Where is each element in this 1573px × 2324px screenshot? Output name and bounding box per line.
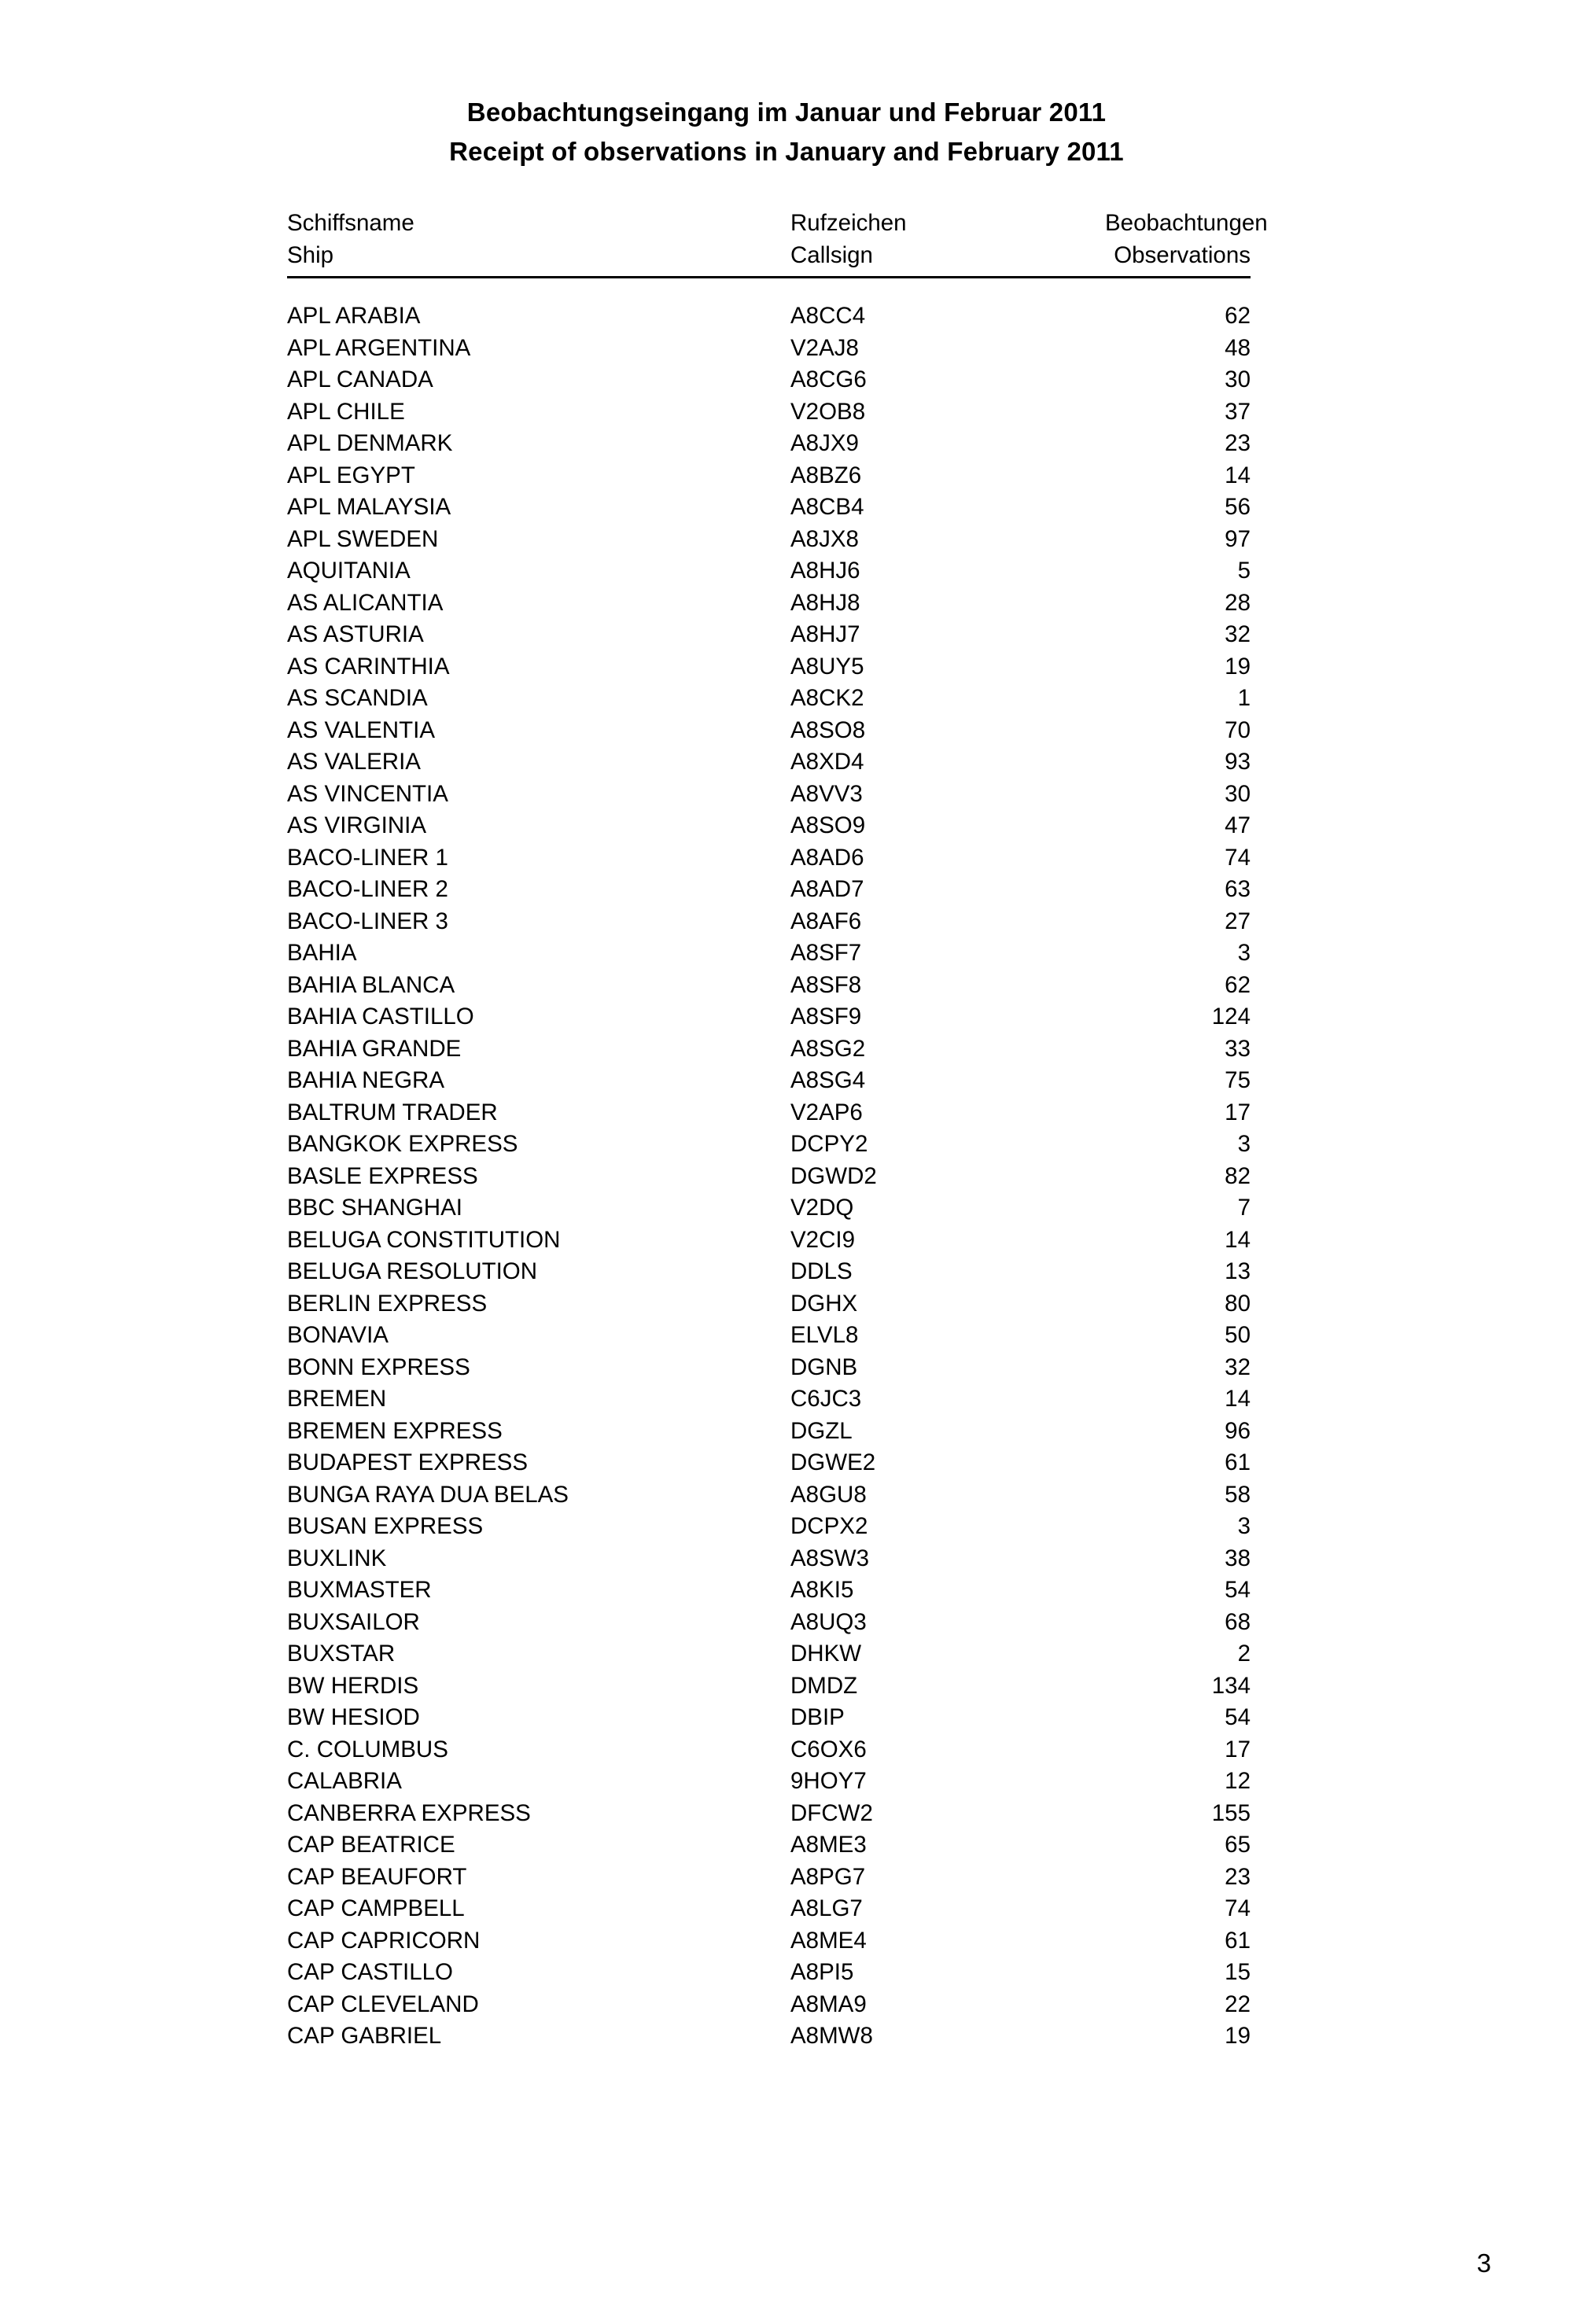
column-header-observations-en: Observations bbox=[1114, 241, 1251, 268]
cell-ship: APL SWEDEN bbox=[287, 525, 439, 552]
cell-callsign: A8MW8 bbox=[790, 2023, 873, 2049]
column-header-observations-de: Beobachtungen bbox=[1105, 210, 1268, 236]
cell-observations: 12 bbox=[1225, 1768, 1251, 1794]
table-row bbox=[287, 1862, 1251, 1894]
cell-ship: BW HESIOD bbox=[287, 1704, 420, 1730]
table-row bbox=[287, 1670, 1251, 1703]
table-row bbox=[287, 396, 1251, 429]
cell-callsign: DBIP bbox=[790, 1704, 845, 1730]
table-row bbox=[287, 1702, 1251, 1734]
cell-ship: BUDAPEST EXPRESS bbox=[287, 1449, 529, 1475]
cell-callsign: A8HJ6 bbox=[790, 558, 860, 584]
table-row bbox=[287, 1543, 1251, 1575]
table-row bbox=[287, 1957, 1251, 1989]
cell-observations: 2 bbox=[1237, 1641, 1251, 1667]
column-header-callsign-en: Callsign bbox=[790, 241, 873, 268]
cell-callsign: DMDZ bbox=[790, 1672, 858, 1699]
cell-callsign: A8HJ8 bbox=[790, 589, 860, 616]
cell-callsign: DHKW bbox=[790, 1641, 862, 1667]
table-row bbox=[287, 428, 1251, 460]
cell-callsign: A8AF6 bbox=[790, 908, 862, 934]
cell-observations: 124 bbox=[1211, 1004, 1251, 1029]
cell-callsign: DCPY2 bbox=[790, 1131, 868, 1157]
cell-observations: 14 bbox=[1225, 462, 1251, 488]
table-row bbox=[287, 1352, 1251, 1384]
cell-callsign: C6JC3 bbox=[790, 1386, 862, 1412]
cell-callsign: A8CK2 bbox=[790, 685, 864, 711]
table-row bbox=[287, 651, 1251, 683]
cell-ship: BAHIA bbox=[287, 940, 357, 966]
cell-observations: 74 bbox=[1225, 1895, 1251, 1921]
table-row bbox=[287, 842, 1251, 875]
cell-observations: 3 bbox=[1237, 1131, 1251, 1157]
cell-observations: 32 bbox=[1225, 621, 1251, 647]
cell-observations: 30 bbox=[1225, 366, 1251, 392]
cell-ship: CAP CAPRICORN bbox=[287, 1927, 481, 1954]
cell-ship: BELUGA RESOLUTION bbox=[287, 1258, 538, 1284]
table-row bbox=[287, 555, 1251, 587]
cell-ship: CAP CASTILLO bbox=[287, 1959, 453, 1985]
table-row bbox=[287, 1033, 1251, 1066]
cell-callsign: V2AP6 bbox=[790, 1099, 863, 1125]
cell-observations: 65 bbox=[1225, 1832, 1251, 1858]
table-row bbox=[287, 1575, 1251, 1607]
table-row bbox=[287, 1829, 1251, 1862]
cell-observations: 22 bbox=[1225, 1991, 1251, 2017]
cell-ship: CAP GABRIEL bbox=[287, 2023, 442, 2049]
table-row bbox=[287, 524, 1251, 556]
cell-ship: BONAVIA bbox=[287, 1322, 389, 1348]
cell-observations: 37 bbox=[1225, 398, 1251, 425]
cell-callsign: DGZL bbox=[790, 1417, 853, 1444]
cell-observations: 54 bbox=[1225, 1577, 1251, 1603]
cell-observations: 7 bbox=[1237, 1195, 1251, 1221]
cell-ship: APL ARGENTINA bbox=[287, 334, 471, 361]
cell-callsign: A8BZ6 bbox=[790, 462, 862, 488]
cell-observations: 23 bbox=[1225, 1863, 1251, 1890]
document-page bbox=[0, 93, 1573, 2324]
column-header-callsign-de: Rufzeichen bbox=[790, 210, 907, 236]
table-row bbox=[287, 1129, 1251, 1161]
cell-callsign: A8ME3 bbox=[790, 1832, 867, 1858]
cell-observations: 17 bbox=[1225, 1099, 1251, 1125]
cell-callsign: A8CB4 bbox=[790, 494, 864, 520]
cell-ship: AS ALICANTIA bbox=[287, 589, 444, 616]
cell-observations: 96 bbox=[1225, 1417, 1251, 1444]
cell-callsign: A8GU8 bbox=[790, 1481, 867, 1508]
table-row bbox=[287, 333, 1251, 365]
cell-callsign: A8CC4 bbox=[790, 303, 866, 329]
cell-callsign: A8UY5 bbox=[790, 653, 864, 680]
cell-ship: BREMEN EXPRESS bbox=[287, 1417, 503, 1444]
table-row bbox=[287, 1607, 1251, 1639]
cell-ship: C. COLUMBUS bbox=[287, 1736, 448, 1762]
cell-callsign: A8SF8 bbox=[790, 971, 862, 998]
cell-callsign: 9HOY7 bbox=[790, 1768, 867, 1794]
cell-observations: 32 bbox=[1225, 1354, 1251, 1380]
cell-ship: AS VINCENTIA bbox=[287, 780, 448, 807]
cell-observations: 17 bbox=[1225, 1736, 1251, 1762]
cell-callsign: A8JX9 bbox=[790, 430, 859, 456]
cell-ship: BASLE EXPRESS bbox=[287, 1162, 478, 1189]
table-row bbox=[287, 1479, 1251, 1512]
cell-ship: CANBERRA EXPRESS bbox=[287, 1799, 531, 1826]
cell-callsign: A8MA9 bbox=[790, 1991, 867, 2017]
cell-callsign: V2CI9 bbox=[790, 1226, 855, 1253]
table-row bbox=[287, 1383, 1251, 1416]
cell-ship: BALTRUM TRADER bbox=[287, 1099, 498, 1125]
cell-observations: 23 bbox=[1225, 430, 1251, 456]
cell-observations: 80 bbox=[1225, 1290, 1251, 1317]
cell-callsign: V2DQ bbox=[790, 1195, 854, 1221]
table-row bbox=[287, 1001, 1251, 1033]
table-row bbox=[287, 810, 1251, 842]
table-row bbox=[287, 2020, 1251, 2053]
cell-callsign: DGHX bbox=[790, 1290, 858, 1317]
cell-callsign: A8SO8 bbox=[790, 716, 866, 743]
cell-callsign: A8PI5 bbox=[790, 1959, 854, 1985]
cell-ship: AS VALERIA bbox=[287, 749, 421, 775]
table-row bbox=[287, 364, 1251, 396]
table-row bbox=[287, 779, 1251, 811]
cell-callsign: A8SW3 bbox=[790, 1545, 870, 1571]
table-row bbox=[287, 746, 1251, 779]
cell-ship: APL EGYPT bbox=[287, 462, 415, 488]
table-row bbox=[287, 1638, 1251, 1670]
cell-observations: 56 bbox=[1225, 494, 1251, 520]
cell-callsign: V2OB8 bbox=[790, 398, 866, 425]
table-row bbox=[287, 587, 1251, 620]
cell-ship: AS ASTURIA bbox=[287, 621, 424, 647]
table-row bbox=[287, 1447, 1251, 1479]
cell-callsign: A8HJ7 bbox=[790, 621, 860, 647]
table-row bbox=[287, 1925, 1251, 1958]
cell-ship: CAP BEATRICE bbox=[287, 1832, 455, 1858]
observations-table-body bbox=[287, 300, 1251, 2053]
table-row bbox=[287, 1065, 1251, 1097]
cell-observations: 48 bbox=[1225, 334, 1251, 361]
cell-observations: 82 bbox=[1225, 1162, 1251, 1189]
cell-callsign: A8PG7 bbox=[790, 1863, 866, 1890]
cell-ship: BBC SHANGHAI bbox=[287, 1195, 462, 1221]
cell-observations: 61 bbox=[1225, 1927, 1251, 1954]
cell-observations: 97 bbox=[1225, 525, 1251, 552]
cell-callsign: A8SO9 bbox=[790, 812, 866, 838]
cell-callsign: A8SG2 bbox=[790, 1035, 866, 1062]
table-row bbox=[287, 1766, 1251, 1798]
cell-callsign: A8KI5 bbox=[790, 1577, 854, 1603]
cell-observations: 54 bbox=[1225, 1704, 1251, 1730]
cell-ship: CAP BEAUFORT bbox=[287, 1863, 467, 1890]
cell-ship: BUXSTAR bbox=[287, 1641, 396, 1667]
cell-ship: BUXLINK bbox=[287, 1545, 387, 1571]
table-header-row-german bbox=[287, 208, 1251, 240]
cell-ship: APL CANADA bbox=[287, 366, 433, 392]
table-row bbox=[287, 492, 1251, 524]
cell-observations: 33 bbox=[1225, 1035, 1251, 1062]
table-row bbox=[287, 1225, 1251, 1257]
cell-observations: 62 bbox=[1225, 303, 1251, 329]
cell-observations: 58 bbox=[1225, 1481, 1251, 1508]
cell-callsign: A8LG7 bbox=[790, 1895, 863, 1921]
cell-ship: CALABRIA bbox=[287, 1768, 402, 1794]
cell-ship: BW HERDIS bbox=[287, 1672, 419, 1699]
table-row bbox=[287, 1416, 1251, 1448]
cell-observations: 19 bbox=[1225, 2023, 1251, 2049]
cell-ship: BACO-LINER 3 bbox=[287, 908, 448, 934]
table-row bbox=[287, 619, 1251, 651]
cell-callsign: A8AD7 bbox=[790, 876, 864, 902]
title-english: Receipt of observations in January and February 2011 bbox=[449, 137, 1124, 166]
table-row bbox=[287, 970, 1251, 1002]
cell-callsign: DGWE2 bbox=[790, 1449, 876, 1475]
cell-observations: 14 bbox=[1225, 1226, 1251, 1253]
cell-observations: 155 bbox=[1211, 1799, 1251, 1826]
cell-callsign: A8XD4 bbox=[790, 749, 864, 775]
page-number: 3 bbox=[1476, 2248, 1491, 2278]
cell-callsign: DGNB bbox=[790, 1354, 858, 1380]
cell-ship: AS VALENTIA bbox=[287, 716, 435, 743]
cell-callsign: DGWD2 bbox=[790, 1162, 877, 1189]
cell-ship: BAHIA NEGRA bbox=[287, 1067, 445, 1093]
cell-ship: BREMEN bbox=[287, 1386, 387, 1412]
cell-ship: BAHIA CASTILLO bbox=[287, 1004, 474, 1029]
cell-ship: CAP CLEVELAND bbox=[287, 1991, 479, 2017]
table-row bbox=[287, 1798, 1251, 1830]
cell-observations: 62 bbox=[1225, 971, 1251, 998]
cell-ship: BUXMASTER bbox=[287, 1577, 432, 1603]
cell-ship: AQUITANIA bbox=[287, 558, 411, 584]
table-row bbox=[287, 1097, 1251, 1129]
cell-observations: 74 bbox=[1225, 844, 1251, 871]
cell-callsign: A8VV3 bbox=[790, 780, 863, 807]
cell-observations: 38 bbox=[1225, 1545, 1251, 1571]
table-row bbox=[287, 1192, 1251, 1225]
table-row bbox=[287, 683, 1251, 715]
cell-ship: CAP CAMPBELL bbox=[287, 1895, 465, 1921]
cell-observations: 93 bbox=[1225, 749, 1251, 775]
cell-observations: 61 bbox=[1225, 1449, 1251, 1475]
cell-ship: APL ARABIA bbox=[287, 303, 421, 329]
cell-ship: BUSAN EXPRESS bbox=[287, 1513, 484, 1539]
cell-observations: 134 bbox=[1211, 1672, 1251, 1699]
cell-observations: 3 bbox=[1237, 940, 1251, 966]
cell-callsign: A8ME4 bbox=[790, 1927, 867, 1954]
table-row bbox=[287, 937, 1251, 970]
cell-callsign: A8AD6 bbox=[790, 844, 864, 871]
cell-ship: APL MALAYSIA bbox=[287, 494, 451, 520]
cell-ship: AS CARINTHIA bbox=[287, 653, 450, 680]
cell-ship: AS VIRGINIA bbox=[287, 812, 427, 838]
cell-ship: BUXSAILOR bbox=[287, 1608, 420, 1635]
cell-observations: 75 bbox=[1225, 1067, 1251, 1093]
table-row bbox=[287, 1893, 1251, 1925]
cell-observations: 1 bbox=[1237, 685, 1251, 711]
table-header-row-english bbox=[287, 240, 1251, 277]
table-row bbox=[287, 1288, 1251, 1320]
cell-callsign: V2AJ8 bbox=[790, 334, 859, 361]
cell-callsign: DCPX2 bbox=[790, 1513, 868, 1539]
table-row bbox=[287, 715, 1251, 747]
cell-observations: 5 bbox=[1237, 558, 1251, 584]
table-row bbox=[287, 906, 1251, 938]
cell-callsign: A8SG4 bbox=[790, 1067, 866, 1093]
cell-callsign: A8SF7 bbox=[790, 940, 862, 966]
cell-ship: BAHIA BLANCA bbox=[287, 971, 455, 998]
table-row bbox=[287, 460, 1251, 492]
cell-callsign: A8CG6 bbox=[790, 366, 867, 392]
cell-callsign: A8JX8 bbox=[790, 525, 859, 552]
cell-callsign: C6OX6 bbox=[790, 1736, 867, 1762]
cell-observations: 3 bbox=[1237, 1513, 1251, 1539]
cell-callsign: DDLS bbox=[790, 1258, 853, 1284]
cell-observations: 19 bbox=[1225, 653, 1251, 680]
table-row bbox=[287, 1256, 1251, 1288]
column-header-ship-de: Schiffsname bbox=[287, 210, 414, 236]
cell-ship: BUNGA RAYA DUA BELAS bbox=[287, 1481, 569, 1508]
cell-callsign: ELVL8 bbox=[790, 1322, 859, 1348]
cell-ship: APL DENMARK bbox=[287, 430, 453, 456]
cell-ship: BAHIA GRANDE bbox=[287, 1035, 462, 1062]
cell-observations: 68 bbox=[1225, 1608, 1251, 1635]
cell-observations: 14 bbox=[1225, 1386, 1251, 1412]
cell-observations: 30 bbox=[1225, 780, 1251, 807]
cell-ship: BELUGA CONSTITUTION bbox=[287, 1226, 561, 1253]
table-row bbox=[287, 1734, 1251, 1766]
title-german: Beobachtungseingang im Januar und Februar 2011 bbox=[466, 98, 1107, 127]
cell-ship: APL CHILE bbox=[287, 398, 405, 425]
column-header-ship-en: Ship bbox=[287, 241, 334, 268]
table-row bbox=[287, 874, 1251, 906]
table-row bbox=[287, 1320, 1251, 1352]
cell-observations: 70 bbox=[1225, 716, 1251, 743]
table-row bbox=[287, 1511, 1251, 1543]
header-spacer bbox=[287, 278, 1251, 300]
cell-ship: BANGKOK EXPRESS bbox=[287, 1131, 518, 1157]
table-row bbox=[287, 300, 1251, 333]
page-title bbox=[0, 93, 1573, 171]
cell-ship: AS SCANDIA bbox=[287, 685, 428, 711]
observations-table bbox=[287, 208, 1268, 2053]
cell-observations: 47 bbox=[1225, 812, 1251, 838]
cell-observations: 63 bbox=[1225, 876, 1251, 902]
cell-callsign: A8UQ3 bbox=[790, 1608, 867, 1635]
cell-observations: 50 bbox=[1225, 1322, 1251, 1348]
observations-table-wrap bbox=[0, 208, 1573, 2053]
cell-observations: 13 bbox=[1225, 1258, 1251, 1284]
cell-observations: 28 bbox=[1225, 589, 1251, 616]
cell-ship: BACO-LINER 2 bbox=[287, 876, 448, 902]
table-row bbox=[287, 1989, 1251, 2021]
table-row bbox=[287, 1161, 1251, 1193]
cell-observations: 27 bbox=[1225, 908, 1251, 934]
cell-callsign: A8SF9 bbox=[790, 1004, 862, 1029]
cell-callsign: DFCW2 bbox=[790, 1799, 873, 1826]
cell-ship: BERLIN EXPRESS bbox=[287, 1290, 488, 1317]
cell-ship: BACO-LINER 1 bbox=[287, 844, 448, 871]
cell-observations: 15 bbox=[1225, 1959, 1251, 1985]
cell-ship: BONN EXPRESS bbox=[287, 1354, 470, 1380]
